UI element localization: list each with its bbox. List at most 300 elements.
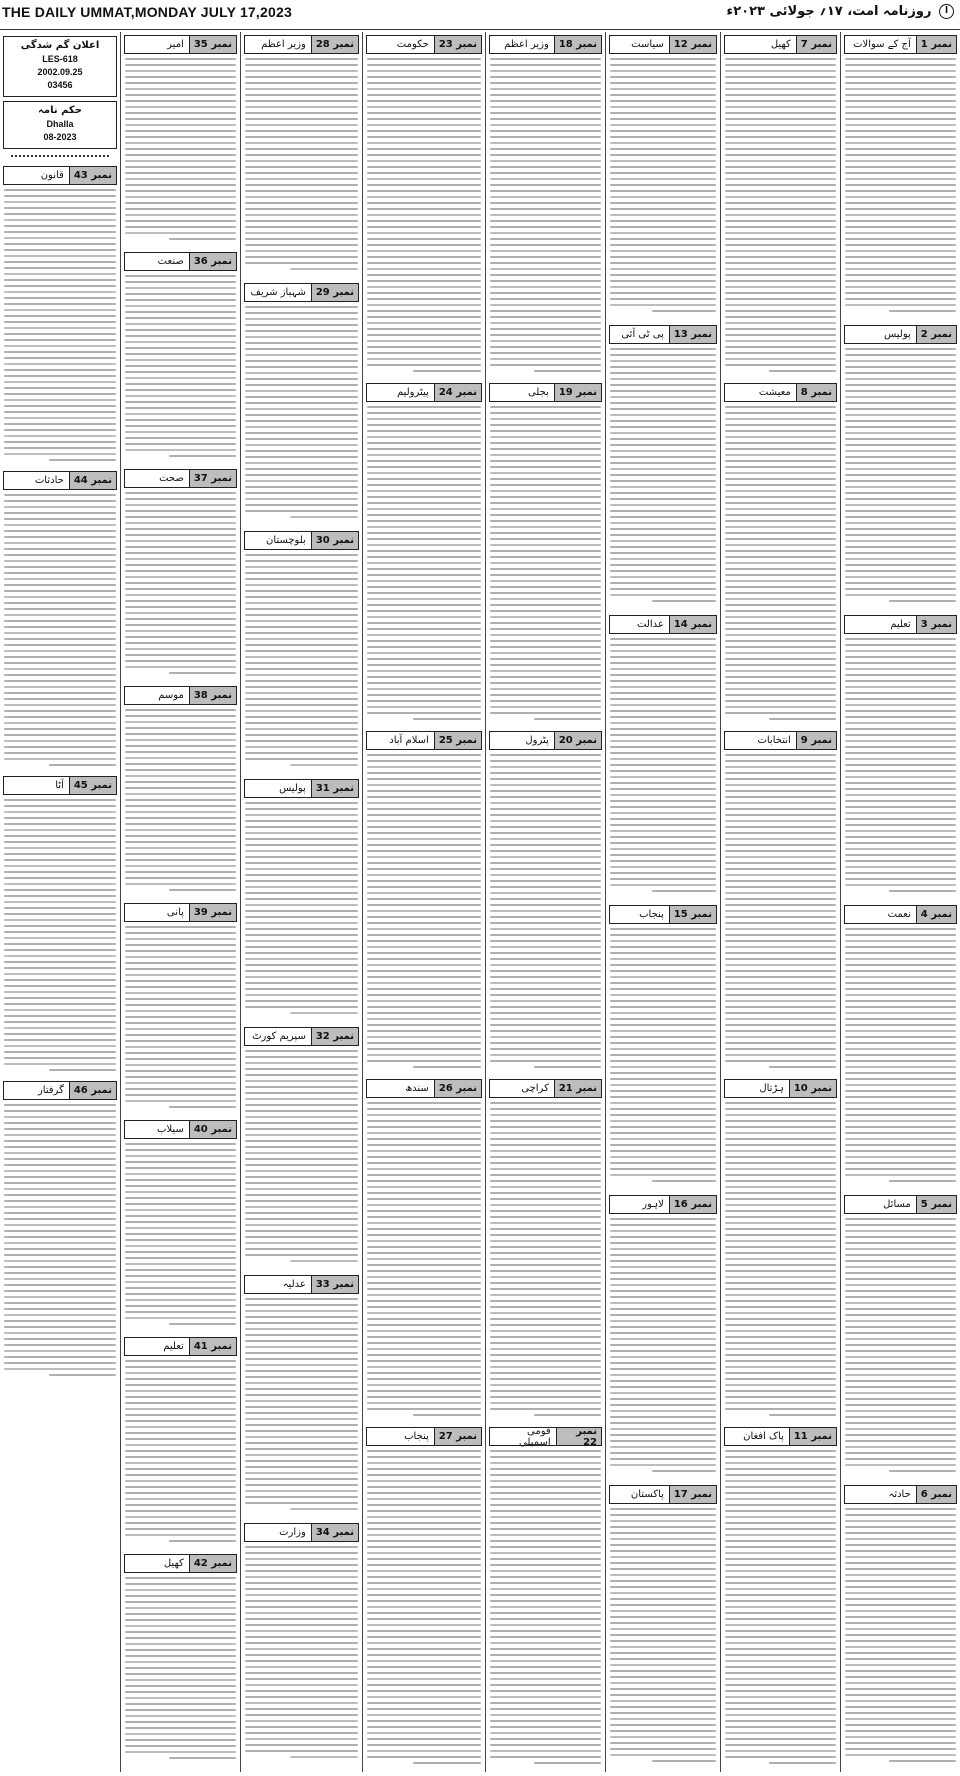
- text-line: [367, 1462, 481, 1464]
- text-line: [652, 310, 716, 312]
- text-line: [845, 1428, 956, 1430]
- text-line: [725, 916, 836, 918]
- story-topic: شہباز شریف: [250, 287, 306, 298]
- story-topic: پولیس: [884, 329, 911, 340]
- story-text: [844, 346, 957, 604]
- text-line: [845, 82, 956, 84]
- news-column-5: [362, 32, 485, 1772]
- text-line: [845, 710, 956, 712]
- text-line: [610, 1682, 716, 1684]
- text-line: [367, 58, 481, 60]
- text-line: [4, 243, 116, 245]
- text-line: [490, 1492, 601, 1494]
- text-line: [845, 734, 956, 736]
- text-line: [367, 802, 481, 804]
- text-line: [610, 1078, 716, 1080]
- text-line: [4, 441, 116, 443]
- classified-ad-box: [3, 36, 117, 97]
- text-line: [125, 793, 236, 795]
- text-line: [245, 1576, 358, 1578]
- text-line: [490, 1660, 601, 1662]
- story-topic: آج کے سوالات: [853, 39, 911, 50]
- text-line: [125, 1420, 236, 1422]
- text-line: [490, 226, 601, 228]
- text-line: [367, 544, 481, 546]
- text-line: [245, 1248, 358, 1250]
- text-line: [725, 1540, 836, 1542]
- text-line: [245, 1006, 358, 1008]
- text-line: [725, 1204, 836, 1206]
- text-line: [490, 454, 601, 456]
- text-line: [125, 1197, 236, 1199]
- text-line: [845, 994, 956, 996]
- text-line: [245, 1678, 358, 1680]
- text-line: [4, 811, 116, 813]
- text-line: [125, 1739, 236, 1741]
- text-line: [845, 348, 956, 350]
- story-text: [489, 404, 602, 722]
- text-line: [845, 1120, 956, 1122]
- text-line: [490, 340, 601, 342]
- text-line: [245, 1478, 358, 1480]
- text-line: [490, 1060, 601, 1062]
- text-line: [125, 1577, 236, 1579]
- text-line: [245, 1254, 358, 1256]
- text-line: [490, 1144, 601, 1146]
- text-line: [845, 354, 956, 356]
- text-line: [245, 560, 358, 562]
- text-line: [169, 1323, 236, 1325]
- text-line: [610, 100, 716, 102]
- story-block: [3, 163, 117, 468]
- text-line: [4, 1362, 116, 1364]
- text-line: [367, 166, 481, 168]
- text-line: [367, 1726, 481, 1728]
- text-line: [725, 1330, 836, 1332]
- text-line: [610, 1036, 716, 1038]
- text-line: [125, 1426, 236, 1428]
- story-text: [844, 926, 957, 1184]
- text-line: [367, 1276, 481, 1278]
- text-line: [125, 763, 236, 765]
- text-line: [367, 808, 481, 810]
- text-line: [610, 390, 716, 392]
- text-line: [845, 818, 956, 820]
- text-line: [367, 1264, 481, 1266]
- text-line: [245, 880, 358, 882]
- story-text: [124, 273, 237, 459]
- text-line: [845, 1574, 956, 1576]
- text-line: [245, 1600, 358, 1602]
- text-line: [245, 970, 358, 972]
- text-line: [490, 1642, 601, 1644]
- text-line: [610, 468, 716, 470]
- text-line: [845, 1296, 956, 1298]
- text-line: [125, 419, 236, 421]
- text-line: [245, 602, 358, 604]
- text-line: [367, 826, 481, 828]
- text-line: [367, 1498, 481, 1500]
- news-column-1: [840, 32, 960, 1772]
- text-line: [125, 1064, 236, 1066]
- text-line: [845, 280, 956, 282]
- text-line: [125, 226, 236, 228]
- text-line: [4, 865, 116, 867]
- text-line: [490, 286, 601, 288]
- text-line: [725, 1714, 836, 1716]
- text-line: [845, 1236, 956, 1238]
- text-line: [367, 1606, 481, 1608]
- text-line: [845, 1520, 956, 1522]
- text-line: [125, 100, 236, 102]
- text-line: [490, 1588, 601, 1590]
- text-line: [490, 1240, 601, 1242]
- text-line: [367, 1288, 481, 1290]
- text-line: [845, 860, 956, 862]
- text-line: [725, 1186, 836, 1188]
- text-line: [845, 208, 956, 210]
- story-topic: قانون: [40, 170, 64, 181]
- text-line: [367, 772, 481, 774]
- text-line: [245, 1448, 358, 1450]
- text-line: [125, 745, 236, 747]
- text-line: [610, 1320, 716, 1322]
- text-line: [725, 520, 836, 522]
- text-line: [845, 976, 956, 978]
- text-line: [845, 250, 956, 252]
- text-line: [125, 1516, 236, 1518]
- text-line: [610, 1628, 716, 1630]
- story-text: [124, 924, 237, 1110]
- text-line: [490, 1312, 601, 1314]
- text-line: [490, 1138, 601, 1140]
- text-line: [125, 1275, 236, 1277]
- text-line: [4, 817, 116, 819]
- text-line: [125, 588, 236, 590]
- text-line: [125, 1649, 236, 1651]
- text-line: [889, 1180, 956, 1182]
- text-line: [725, 670, 836, 672]
- text-line: [725, 220, 836, 222]
- text-line: [367, 1186, 481, 1188]
- text-line: [725, 214, 836, 216]
- text-line: [610, 1514, 716, 1516]
- story-text: [244, 1296, 359, 1512]
- story-text: [489, 752, 602, 1070]
- text-line: [367, 100, 481, 102]
- text-line: [245, 844, 358, 846]
- text-line: [4, 255, 116, 257]
- text-line: [610, 1338, 716, 1340]
- story-text: [124, 1141, 237, 1327]
- text-line: [845, 1416, 956, 1418]
- text-line: [367, 292, 481, 294]
- text-line: [845, 1338, 956, 1340]
- text-line: [245, 1304, 358, 1306]
- text-line: [845, 1090, 956, 1092]
- text-line: [725, 430, 836, 432]
- text-line: [245, 1188, 358, 1190]
- text-line: [4, 231, 116, 233]
- text-line: [125, 1161, 236, 1163]
- text-line: [725, 592, 836, 594]
- classified-phone-ref: 03456: [47, 80, 73, 90]
- text-line: [652, 600, 716, 602]
- text-line: [610, 244, 716, 246]
- text-line: [490, 1630, 601, 1632]
- text-line: [490, 766, 601, 768]
- text-line: [125, 1088, 236, 1090]
- text-line: [845, 1646, 956, 1648]
- text-line: [367, 262, 481, 264]
- text-line: [245, 256, 358, 258]
- text-line: [490, 898, 601, 900]
- text-line: [610, 704, 716, 706]
- text-line: [845, 214, 956, 216]
- text-line: [610, 1162, 716, 1164]
- text-line: [4, 554, 116, 556]
- text-line: [4, 1230, 116, 1232]
- story-number: نمبر 3: [916, 616, 956, 633]
- text-line: [245, 1472, 358, 1474]
- text-line: [725, 466, 836, 468]
- text-line: [725, 1222, 836, 1224]
- classified-ad-title: اعلان گم شدگی: [20, 40, 100, 51]
- text-line: [245, 196, 358, 198]
- text-line: [245, 1068, 358, 1070]
- text-line: [4, 1188, 116, 1190]
- text-line: [125, 811, 236, 813]
- text-line: [725, 1576, 836, 1578]
- text-line: [125, 1613, 236, 1615]
- text-line: [725, 994, 836, 996]
- text-line: [4, 357, 116, 359]
- text-line: [4, 1134, 116, 1136]
- story-number: نمبر 36: [189, 253, 236, 270]
- text-line: [490, 970, 601, 972]
- text-line: [725, 334, 836, 336]
- text-line: [725, 1252, 836, 1254]
- text-line: [245, 808, 358, 810]
- text-line: [245, 1618, 358, 1620]
- text-line: [845, 552, 956, 554]
- text-line: [245, 820, 358, 822]
- story-block: [489, 728, 602, 1076]
- text-line: [367, 664, 481, 666]
- text-line: [845, 940, 956, 942]
- text-line: [367, 1210, 481, 1212]
- text-line: [845, 190, 956, 192]
- text-line: [610, 450, 716, 452]
- text-line: [610, 304, 716, 306]
- text-line: [125, 492, 236, 494]
- text-line: [845, 1284, 956, 1286]
- text-line: [367, 550, 481, 552]
- text-line: [367, 1042, 481, 1044]
- text-line: [125, 106, 236, 108]
- text-line: [367, 448, 481, 450]
- text-line: [610, 1562, 716, 1564]
- text-line: [490, 982, 601, 984]
- classified-ad-ref: LES-618: [42, 54, 78, 64]
- text-line: [725, 1408, 836, 1410]
- text-line: [490, 1000, 601, 1002]
- text-line: [245, 1582, 358, 1584]
- text-line: [845, 588, 956, 590]
- text-line: [245, 166, 358, 168]
- text-line: [490, 136, 601, 138]
- text-line: [367, 1696, 481, 1698]
- text-line: [245, 662, 358, 664]
- text-line: [125, 437, 236, 439]
- story-block: [124, 32, 237, 249]
- text-line: [845, 764, 956, 766]
- text-line: [725, 1678, 836, 1680]
- text-line: [845, 154, 956, 156]
- text-line: [367, 988, 481, 990]
- text-line: [845, 952, 956, 954]
- text-line: [725, 172, 836, 174]
- text-line: [4, 644, 116, 646]
- text-line: [125, 359, 236, 361]
- text-line: [245, 100, 358, 102]
- text-line: [125, 1480, 236, 1482]
- text-line: [245, 1086, 358, 1088]
- text-line: [125, 835, 236, 837]
- text-line: [125, 377, 236, 379]
- text-line: [845, 1078, 956, 1080]
- text-line: [610, 202, 716, 204]
- text-line: [245, 826, 358, 828]
- text-line: [125, 1179, 236, 1181]
- text-line: [4, 638, 116, 640]
- text-line: [490, 1168, 601, 1170]
- text-line: [367, 454, 481, 456]
- text-line: [4, 835, 116, 837]
- text-line: [125, 1245, 236, 1247]
- story-heading: [844, 35, 957, 54]
- text-line: [725, 178, 836, 180]
- story-topic: پنجاب: [404, 1431, 429, 1442]
- text-line: [610, 1102, 716, 1104]
- story-topic: امیر: [167, 39, 184, 50]
- text-line: [245, 740, 358, 742]
- text-line: [367, 364, 481, 366]
- text-line: [725, 1162, 836, 1164]
- story-number: نمبر 45: [69, 777, 116, 794]
- text-line: [367, 1750, 481, 1752]
- text-line: [125, 1076, 236, 1078]
- text-line: [845, 1362, 956, 1364]
- text-line: [845, 274, 956, 276]
- story-topic: حادثہ: [888, 1489, 911, 1500]
- text-line: [845, 106, 956, 108]
- text-line: [725, 478, 836, 480]
- text-line: [725, 76, 836, 78]
- story-heading: [124, 252, 237, 271]
- text-line: [125, 1010, 236, 1012]
- text-line: [125, 1360, 236, 1362]
- text-line: [367, 1678, 481, 1680]
- text-line: [490, 712, 601, 714]
- text-line: [125, 883, 236, 885]
- text-line: [725, 1318, 836, 1320]
- text-line: [725, 1612, 836, 1614]
- text-line: [490, 772, 601, 774]
- text-line: [610, 884, 716, 886]
- text-line: [245, 1708, 358, 1710]
- text-line: [245, 650, 358, 652]
- text-line: [4, 530, 116, 532]
- text-line: [610, 414, 716, 416]
- text-line: [367, 910, 481, 912]
- text-line: [845, 1012, 956, 1014]
- text-line: [490, 1354, 601, 1356]
- text-line: [610, 528, 716, 530]
- text-line: [125, 335, 236, 337]
- text-line: [610, 516, 716, 518]
- text-line: [125, 1619, 236, 1621]
- story-text: [124, 56, 237, 242]
- text-line: [125, 1703, 236, 1705]
- text-line: [245, 928, 358, 930]
- text-line: [290, 516, 358, 518]
- text-line: [845, 1272, 956, 1274]
- text-line: [610, 812, 716, 814]
- text-line: [125, 823, 236, 825]
- text-line: [610, 1132, 716, 1134]
- text-line: [490, 1684, 601, 1686]
- text-line: [367, 700, 481, 702]
- text-line: [245, 814, 358, 816]
- text-line: [725, 1126, 836, 1128]
- text-line: [889, 310, 956, 312]
- text-line: [125, 70, 236, 72]
- text-line: [367, 1390, 481, 1392]
- text-line: [125, 142, 236, 144]
- text-line: [125, 980, 236, 982]
- text-line: [367, 652, 481, 654]
- text-line: [125, 1372, 236, 1374]
- classified-date-ref: 2002.09.25: [37, 67, 83, 77]
- text-line: [725, 574, 836, 576]
- text-line: [845, 1706, 956, 1708]
- text-line: [610, 1090, 716, 1092]
- text-line: [125, 1745, 236, 1747]
- story-heading: [244, 1275, 359, 1294]
- text-line: [725, 1588, 836, 1590]
- story-heading: [844, 615, 957, 634]
- text-line: [4, 423, 116, 425]
- notice-box: [3, 101, 117, 149]
- story-text: [3, 187, 117, 463]
- text-line: [610, 668, 716, 670]
- text-line: [367, 196, 481, 198]
- story-block: [724, 728, 837, 1076]
- text-line: [367, 892, 481, 894]
- text-line: [845, 656, 956, 658]
- text-line: [490, 1366, 601, 1368]
- text-line: [725, 790, 836, 792]
- text-line: [125, 1299, 236, 1301]
- text-line: [125, 1432, 236, 1434]
- text-line: [245, 1382, 358, 1384]
- text-line: [725, 1648, 836, 1650]
- text-line: [367, 1408, 481, 1410]
- text-line: [245, 214, 358, 216]
- text-line: [845, 1508, 956, 1510]
- text-line: [490, 1198, 601, 1200]
